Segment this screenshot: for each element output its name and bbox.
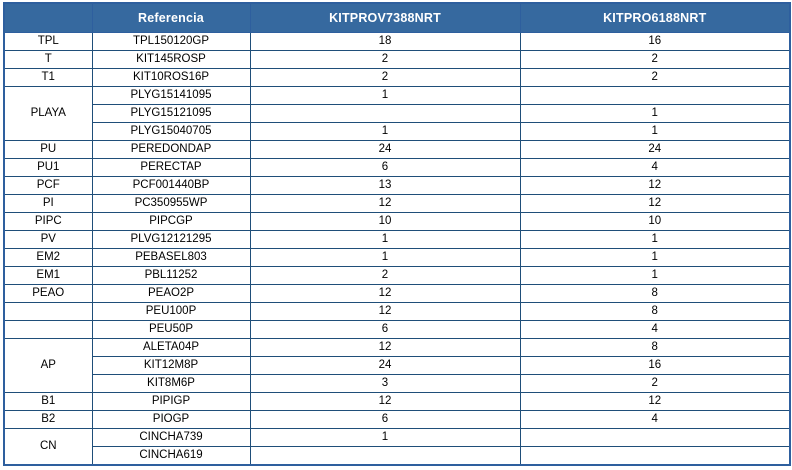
cell-kit2-qty: 1 xyxy=(520,267,790,285)
cell-reference: PEU50P xyxy=(92,321,250,339)
table-row xyxy=(4,321,790,339)
cell-kit2-qty: 1 xyxy=(520,123,790,141)
cell-group: PLAYA xyxy=(4,87,92,141)
cell-kit1-qty: 1 xyxy=(250,249,520,267)
table-row xyxy=(4,303,790,321)
cell-reference: KIT12M8P xyxy=(92,357,250,375)
table-row xyxy=(4,249,790,267)
table-header-row xyxy=(4,3,790,33)
cell-kit1-qty: 2 xyxy=(250,69,520,87)
cell-group: PIPC xyxy=(4,213,92,231)
cell-kit1-qty: 6 xyxy=(250,321,520,339)
cell-kit1-qty: 12 xyxy=(250,393,520,411)
table-row xyxy=(4,69,790,87)
cell-group: PU1 xyxy=(4,159,92,177)
cell-kit1-qty: 18 xyxy=(250,33,520,51)
table-row xyxy=(4,285,790,303)
cell-kit1-qty: 2 xyxy=(250,267,520,285)
cell-kit2-qty: 12 xyxy=(520,393,790,411)
column-header-reference: Referencia xyxy=(92,3,250,33)
cell-group: CN xyxy=(4,429,92,466)
cell-kit2-qty: 8 xyxy=(520,303,790,321)
cell-group: PEAO xyxy=(4,285,92,303)
table-body xyxy=(4,33,790,466)
cell-group: T1 xyxy=(4,69,92,87)
cell-kit2-qty: 2 xyxy=(520,375,790,393)
cell-kit1-qty: 12 xyxy=(250,303,520,321)
parts-table xyxy=(3,2,791,466)
cell-kit1-qty: 24 xyxy=(250,141,520,159)
cell-reference: PBL11252 xyxy=(92,267,250,285)
cell-reference: TPL150120GP xyxy=(92,33,250,51)
cell-group: B1 xyxy=(4,393,92,411)
cell-kit2-qty xyxy=(520,87,790,105)
table-row xyxy=(4,447,790,466)
column-header-kit1: KITPROV7388NRT xyxy=(250,3,520,33)
cell-kit2-qty xyxy=(520,429,790,447)
cell-reference: PERECTAP xyxy=(92,159,250,177)
table-row xyxy=(4,51,790,69)
table-row xyxy=(4,411,790,429)
cell-kit1-qty: 13 xyxy=(250,177,520,195)
cell-kit1-qty: 6 xyxy=(250,159,520,177)
cell-kit2-qty: 10 xyxy=(520,213,790,231)
cell-group xyxy=(4,303,92,321)
cell-reference: PLYG15040705 xyxy=(92,123,250,141)
cell-reference: PLYG15141095 xyxy=(92,87,250,105)
table-row xyxy=(4,375,790,393)
table-row xyxy=(4,105,790,123)
cell-kit2-qty: 1 xyxy=(520,249,790,267)
cell-reference: PEU100P xyxy=(92,303,250,321)
column-header-group xyxy=(4,3,92,33)
cell-group: AP xyxy=(4,339,92,393)
cell-kit1-qty: 1 xyxy=(250,87,520,105)
cell-reference: KIT8M6P xyxy=(92,375,250,393)
cell-kit2-qty: 12 xyxy=(520,195,790,213)
cell-kit1-qty: 1 xyxy=(250,231,520,249)
column-header-kit2: KITPRO6188NRT xyxy=(520,3,790,33)
cell-group: B2 xyxy=(4,411,92,429)
cell-group: PI xyxy=(4,195,92,213)
cell-kit1-qty: 10 xyxy=(250,213,520,231)
cell-group xyxy=(4,321,92,339)
cell-reference: KIT145ROSP xyxy=(92,51,250,69)
cell-group: EM2 xyxy=(4,249,92,267)
cell-reference: CINCHA619 xyxy=(92,447,250,466)
table-row xyxy=(4,195,790,213)
cell-group: T xyxy=(4,51,92,69)
cell-reference: PLYG15121095 xyxy=(92,105,250,123)
table-row xyxy=(4,177,790,195)
cell-kit1-qty: 1 xyxy=(250,429,520,447)
cell-group: PV xyxy=(4,231,92,249)
cell-reference: PEAO2P xyxy=(92,285,250,303)
cell-kit1-qty: 12 xyxy=(250,285,520,303)
cell-kit2-qty: 1 xyxy=(520,231,790,249)
cell-reference: KIT10ROS16P xyxy=(92,69,250,87)
cell-kit2-qty: 16 xyxy=(520,357,790,375)
cell-kit2-qty: 4 xyxy=(520,159,790,177)
cell-kit2-qty: 24 xyxy=(520,141,790,159)
cell-kit1-qty: 1 xyxy=(250,123,520,141)
cell-kit1-qty: 12 xyxy=(250,339,520,357)
cell-kit1-qty: 12 xyxy=(250,195,520,213)
cell-kit2-qty: 12 xyxy=(520,177,790,195)
table-header xyxy=(4,3,790,33)
cell-kit2-qty: 2 xyxy=(520,69,790,87)
cell-kit1-qty xyxy=(250,447,520,466)
table-row xyxy=(4,141,790,159)
table-row xyxy=(4,159,790,177)
table-row xyxy=(4,231,790,249)
table-row xyxy=(4,357,790,375)
cell-kit2-qty: 8 xyxy=(520,339,790,357)
table-row xyxy=(4,33,790,51)
table-row xyxy=(4,339,790,357)
cell-kit1-qty: 2 xyxy=(250,51,520,69)
cell-group: PCF xyxy=(4,177,92,195)
cell-kit2-qty: 16 xyxy=(520,33,790,51)
cell-group: PU xyxy=(4,141,92,159)
cell-kit1-qty: 24 xyxy=(250,357,520,375)
cell-kit2-qty: 1 xyxy=(520,105,790,123)
cell-kit2-qty: 4 xyxy=(520,321,790,339)
table-row xyxy=(4,123,790,141)
cell-reference: PIPCGP xyxy=(92,213,250,231)
cell-kit1-qty: 3 xyxy=(250,375,520,393)
cell-reference: PLVG12121295 xyxy=(92,231,250,249)
cell-reference: CINCHA739 xyxy=(92,429,250,447)
cell-reference: PC350955WP xyxy=(92,195,250,213)
cell-kit2-qty xyxy=(520,447,790,466)
table-row xyxy=(4,429,790,447)
cell-reference: PIPIGP xyxy=(92,393,250,411)
cell-kit1-qty xyxy=(250,105,520,123)
table-row xyxy=(4,393,790,411)
cell-reference: PCF001440BP xyxy=(92,177,250,195)
cell-reference: ALETA04P xyxy=(92,339,250,357)
cell-group: EM1 xyxy=(4,267,92,285)
table-row xyxy=(4,213,790,231)
table-row xyxy=(4,267,790,285)
cell-reference: PIOGP xyxy=(92,411,250,429)
cell-reference: PEBASEL803 xyxy=(92,249,250,267)
cell-kit2-qty: 8 xyxy=(520,285,790,303)
cell-kit2-qty: 4 xyxy=(520,411,790,429)
cell-kit2-qty: 2 xyxy=(520,51,790,69)
cell-reference: PEREDONDAP xyxy=(92,141,250,159)
cell-kit1-qty: 6 xyxy=(250,411,520,429)
table-row xyxy=(4,87,790,105)
cell-group: TPL xyxy=(4,33,92,51)
